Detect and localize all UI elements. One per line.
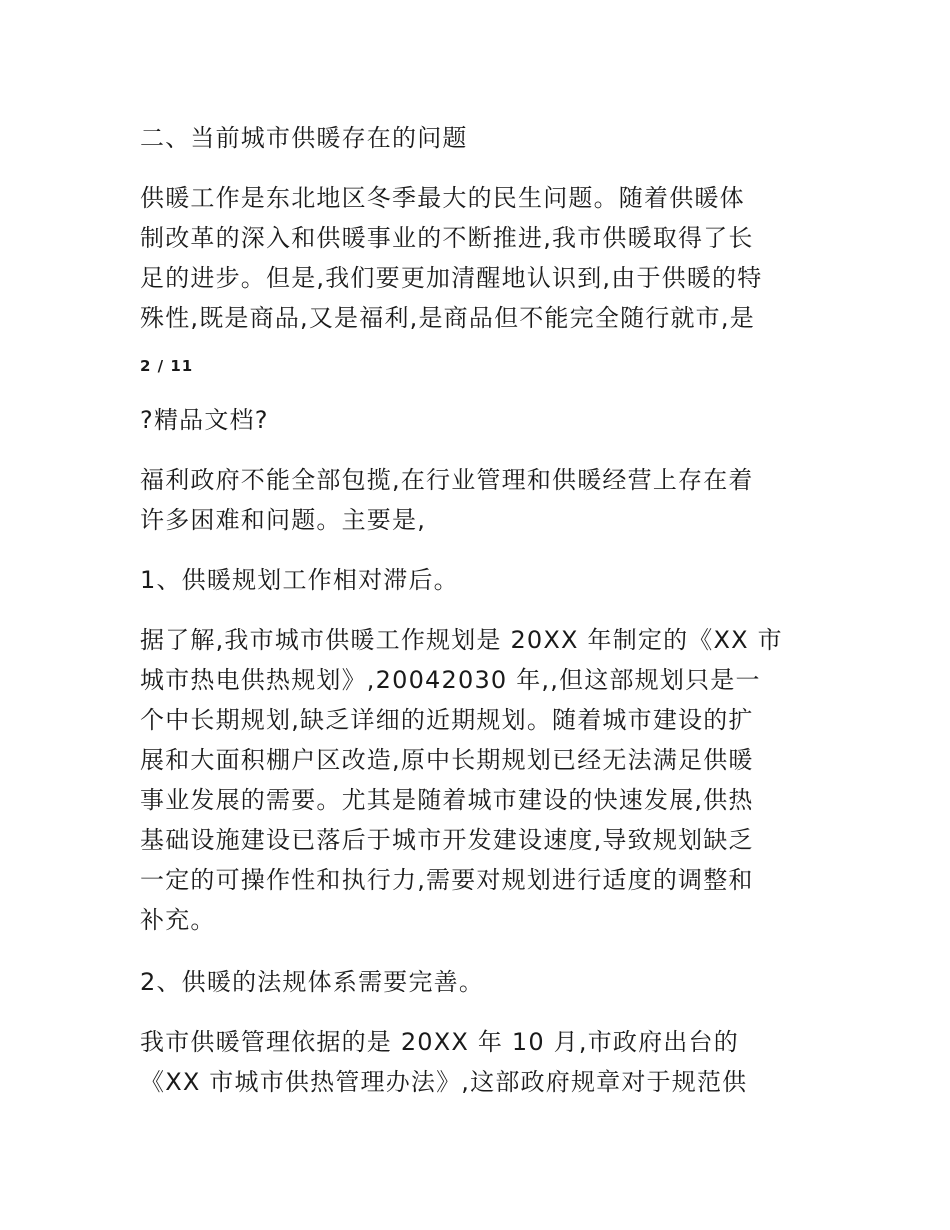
page-number: 2 / 11 (140, 357, 194, 375)
paragraph-line: 许多困难和问题。主要是, (140, 506, 427, 534)
paragraph-line: 制改革的深入和供暖事业的不断推进,我市供暖取得了长 (140, 224, 754, 252)
paragraph-line: 我市供暖管理依据的是 20XX 年 10 月,市政府出台的 (140, 1028, 739, 1056)
paragraph-line: 城市热电供热规划》,20042030 年,,但这部规划只是一 (140, 666, 761, 694)
paragraph-line: 供暖工作是东北地区冬季最大的民生问题。随着供暖体 (140, 184, 745, 212)
paragraph-line: 殊性,既是商品,又是福利,是商品但不能完全随行就市,是 (140, 304, 755, 332)
paragraph-1 (140, 178, 820, 338)
paragraph-line: 展和大面积棚户区改造,原中长期规划已经无法满足供暖 (140, 746, 754, 774)
paragraph-line: 足的进步。但是,我们要更加清醒地认识到,由于供暖的特 (140, 264, 763, 292)
paragraph-line: 个中长期规划,缺乏详细的近期规划。随着城市建设的扩 (140, 706, 754, 734)
item-2-heading: 2、供暖的法规体系需要完善。 (140, 968, 485, 996)
paragraph-line: 补充。 (140, 906, 216, 934)
item-1-heading: 1、供暖规划工作相对滞后。 (140, 566, 459, 594)
paragraph-3 (140, 620, 820, 940)
paragraph-line: 事业发展的需要。尤其是随着城市建设的快速发展,供热 (140, 786, 754, 814)
watermark-header: ?精品文档? (140, 406, 269, 434)
paragraph-line: 基础设施建设已落后于城市开发建设速度,导致规划缺乏 (140, 826, 754, 854)
paragraph-line: 《XX 市城市供热管理办法》,这部政府规章对于规范供 (140, 1068, 748, 1096)
paragraph-line: 福利政府不能全部包揽,在行业管理和供暖经营上存在着 (140, 466, 754, 494)
paragraph-line: 据了解,我市城市供暖工作规划是 20XX 年制定的《XX 市 (140, 626, 783, 654)
paragraph-4 (140, 1022, 820, 1102)
paragraph-line: 一定的可操作性和执行力,需要对规划进行适度的调整和 (140, 866, 754, 894)
section-heading: 二、当前城市供暖存在的问题 (140, 124, 468, 152)
paragraph-2 (140, 460, 820, 540)
